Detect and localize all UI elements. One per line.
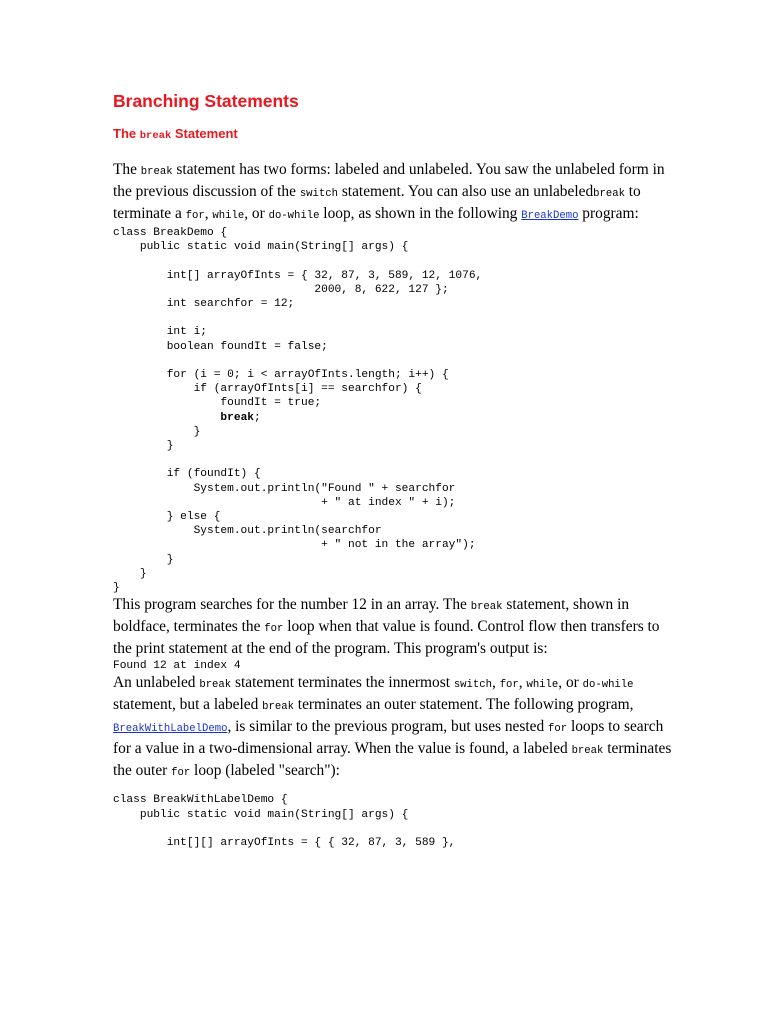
text-run: loop, as shown in the following <box>319 205 522 222</box>
text-run: loop when that value is found. Control flow then transfers to the print statement at the end of the program. This program's output is: <box>113 618 660 658</box>
inline-code: for <box>171 767 191 780</box>
text-run: The <box>113 161 141 178</box>
text-run: program: <box>578 205 639 222</box>
section-heading <box>113 124 673 146</box>
document-page <box>113 88 673 850</box>
text-run: An unlabeled <box>113 674 200 692</box>
inline-code: for <box>499 679 519 692</box>
inline-code: for <box>548 723 568 736</box>
text-run: to terminate a <box>113 183 641 222</box>
text-run: This program searches for the number 12 in an array. The <box>113 596 471 614</box>
text-run: statement terminates the innermost <box>231 674 454 692</box>
text-run: terminates the outer <box>113 740 672 780</box>
section-heading-prefix: The <box>113 126 140 141</box>
page-title: Branching Statements <box>113 91 299 111</box>
code-bold-break: break <box>220 411 254 424</box>
section-heading-code: break <box>139 130 172 142</box>
text-run: , <box>204 205 213 222</box>
explanation-paragraph <box>113 595 673 659</box>
inline-code: break <box>470 601 503 614</box>
text-run: statement has two forms: labeled and unlabeled. You saw the unlabeled form in the previous discussion of the <box>113 161 665 200</box>
text-run: loops to search for a value in a two-dimensional array. When the value is found, a labeled <box>113 718 664 758</box>
inline-code: break <box>199 679 232 692</box>
text-run: , or <box>558 674 583 692</box>
inline-code: for <box>185 210 205 222</box>
code-text: class BreakDemo { public static void main(String[] args) { int[] arrayOfInts = { 32, 87, 3, 589, 12, 1076, 2000, 8, 622, 127 }; int searchfor = 12; int i; boolean foundIt = false; for (i = 0; i < arrayOfInts.length; i++) { if (arrayOfInts[i] == searchfor) { foundIt = true; <box>113 227 483 410</box>
breakwithlabeldemo-link[interactable]: BreakWithLabelDemo <box>113 723 228 736</box>
inline-code: break <box>140 166 173 178</box>
labeled-break-paragraph <box>113 673 673 783</box>
text-run: statement, shown in boldface, terminates the <box>113 596 630 636</box>
inline-code: while <box>212 210 245 222</box>
code-text: ; } } if (foundIt) { System.out.println("Found " + searchfor + " at index " + i); } else { System.out.println(searchfor + " not in the array"); } } } <box>113 411 476 595</box>
breakdemo-link[interactable]: BreakDemo <box>521 210 579 222</box>
inline-code: switch <box>453 679 492 692</box>
inline-code: switch <box>299 188 338 200</box>
text-run: terminates an outer statement. The following program, <box>293 696 634 714</box>
code-block-breakwithlabeldemo: class BreakWithLabelDemo { public static void main(String[] args) { int[][] arrayOfInts = { { 32, 87, 3, 589 }, <box>113 794 456 850</box>
text-run: , is similar to the previous program, but uses nested <box>227 718 549 736</box>
section-heading-suffix: Statement <box>171 126 238 141</box>
spacer <box>113 783 673 793</box>
text-run: , <box>518 674 527 692</box>
text-run: , or <box>244 205 269 222</box>
inline-code: break <box>571 745 604 758</box>
inline-code: do-while <box>268 210 320 222</box>
text-run: statement. You can also use an unlabeled <box>337 183 594 200</box>
inline-code: break <box>262 701 294 714</box>
text-run: loop (labeled "search"): <box>190 762 340 780</box>
inline-code: for <box>264 623 284 636</box>
text-run: statement, but a labeled <box>113 696 263 714</box>
inline-code: break <box>593 188 625 200</box>
program-output: Found 12 at index 4 <box>113 660 241 673</box>
inline-code: while <box>526 679 559 692</box>
intro-paragraph <box>113 160 673 226</box>
inline-code: do-while <box>582 679 634 692</box>
text-run: , <box>491 674 500 692</box>
code-block-breakdemo <box>113 226 673 595</box>
